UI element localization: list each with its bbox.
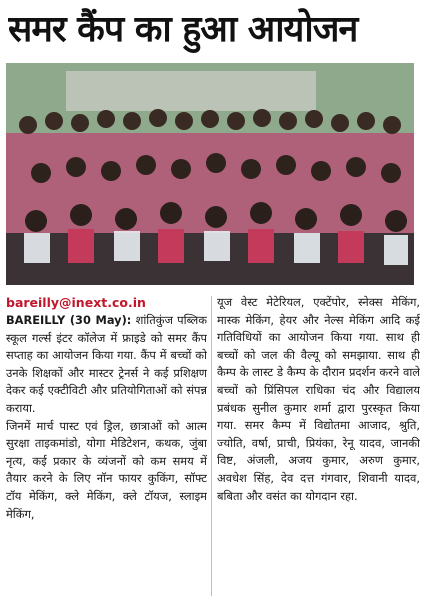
headline: समर कैंप का हुआ आयोजन	[8, 9, 358, 50]
group-photo	[6, 63, 414, 285]
article-paragraph-1-text: शांतिकुंज पब्लिक स्कूल गर्ल्स इंटर कॉलेज में फ्राइडे को समर कैंप सप्ताह का आयोजन किया गया. कैंप में बच्चों को उनके शिक्षकों और मास्टर ट्रेनर्स ने कई प्रशिक्षण देकर कई एक्टीविटी और प्रतियोगिताओं को संपन्न कराया.	[6, 313, 207, 415]
article-paragraph-1	[6, 312, 207, 418]
photo-banner	[66, 71, 316, 111]
article-paragraph-3: यूज वेस्ट मेटेरियल, एक्टेंपोर, स्नेक्स मेकिंग, मास्क मेकिंग, हेयर और नेल्स मेकिंग आदि कई गतिविधियों का आयोजन किया गया. साथ ही बच्चों को जल की वैल्यू को समझाया. साथ ही कैम्प के लास्ट डे कैम्प के दौरान प्रदर्शन करने वाले बच्चों को प्रिंसिपल राधिका चंद और विद्यालय प्रबंधक सुनील कुमार शर्मा द्वारा पुरस्कृत किया गया. समर कैम्प में विद्योतमा आजाद, श्रुति, ज्योति, वर्षा, प्राची, प्रियंका, रेनू यादव, जानकी विष्ट, अंजली, अजय कुमार, अरुण कुमार, अवधेश सिंह, देव दत्त गंगवार, शिवानी यादव, बबिता और वसंत का योगदान रहा.	[217, 295, 420, 503]
article-column-right	[217, 294, 420, 600]
article-paragraph-2: जिनमें मार्च पास्ट एवं ड्रिल, छात्राओं को आत्म सुरक्षा ताइकमांडो, योगा मेडिटेशन, कथक, जुंबा नृत्य, कई प्रकार के व्यंजनों को कम समय में तैयार करने के लिए नॉन फायर कुकिंग, सॉफ्ट टॉय मेकिंग, क्ले मेकिंग, क्ले टॉयज, स्लाइम मेकिंग,	[6, 418, 207, 521]
reporter-email: bareilly@inext.co.in	[6, 295, 146, 310]
article-column-left	[6, 294, 207, 600]
dateline: BAREILLY (30 May):	[6, 313, 132, 327]
column-divider	[211, 296, 212, 596]
group-photo-illustration	[6, 63, 414, 285]
